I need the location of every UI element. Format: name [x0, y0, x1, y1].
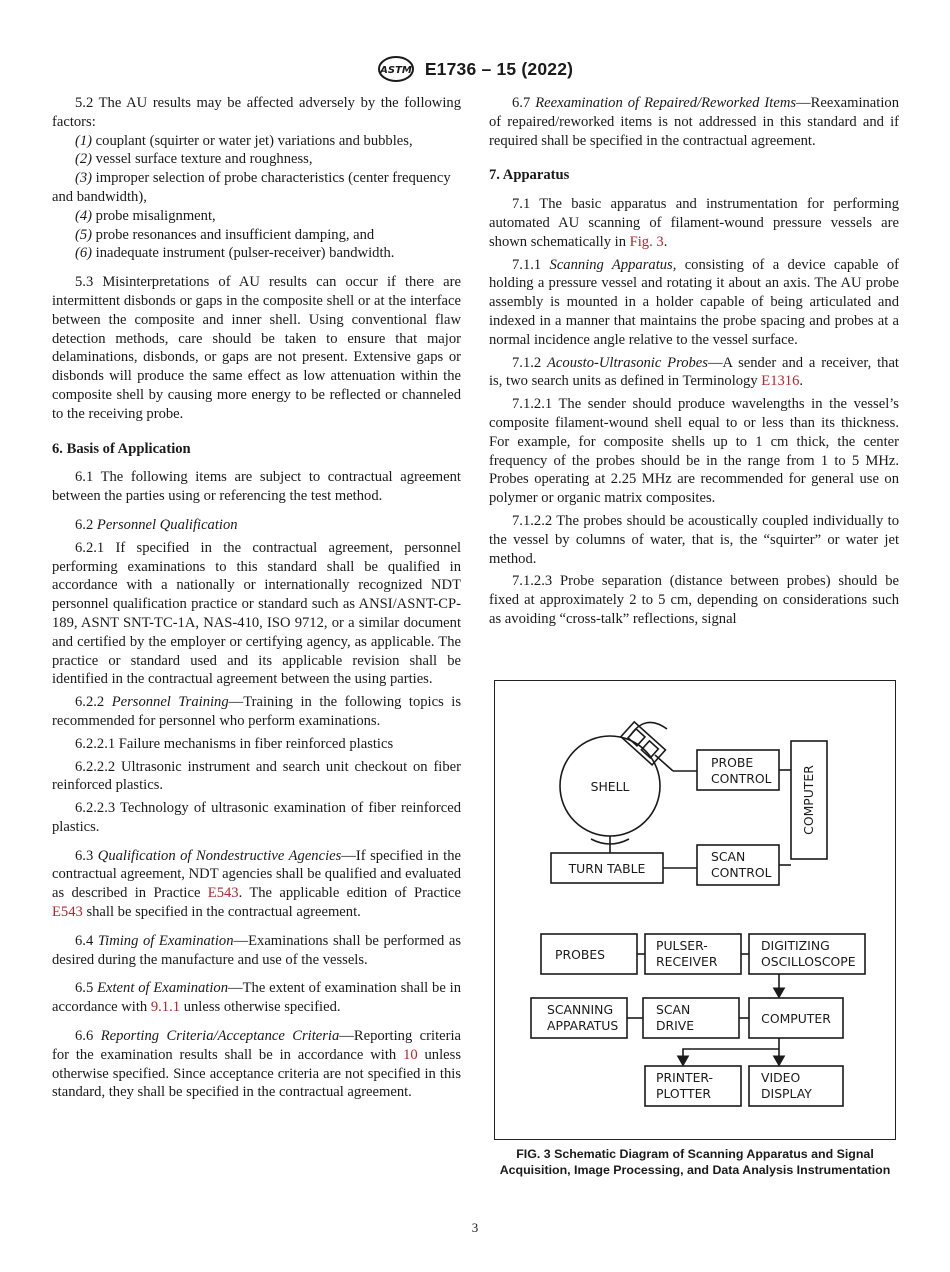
standard-designation: E1736 – 15 (2022) — [424, 58, 574, 79]
section-5-3: 5.3 Misinterpretations of AU results can occur if there are intermittent disbonds or gaps in the composite shell or at the interface between the composite and inner shell. Using conventional flaw detection methods, care should be taken to ensure that major delaminations, disbonds, or gaps are not present. Extensive gaps or disbonds will produce the same effect as low attenuation within the composite shell by causing more energy to be reflected or channeled to the receiving probe. — [52, 274, 461, 422]
section-6-2-2-2: 6.2.2.2 Ultrasonic instrument and search unit checkout on fiber reinforced plastics. — [52, 758, 461, 794]
ref-e1316-link[interactable]: E1316 — [761, 373, 800, 390]
section-6-6: 6.6 Reporting Criteria/Acceptance Criteria—Reporting criteria for the examination results shall be in accordance with 10 unless otherwise specified. Since acceptance criteria are not specified in this standard, they shall be specified in the contractual agreement. — [52, 1028, 461, 1101]
ref-e543-link[interactable]: E543 — [52, 904, 83, 921]
shell-label: SHELL — [590, 779, 630, 794]
left-column — [52, 94, 461, 1102]
computer-label: COMPUTER — [761, 1011, 831, 1026]
digitizing-oscilloscope-label-1: DIGITIZING — [761, 938, 830, 953]
ref-e543-link[interactable]: E543 — [207, 885, 239, 902]
page-header — [0, 56, 950, 84]
section-6-7: 6.7 Reexamination of Repaired/Reworked Items—Reexamination of repaired/reworked items is not addressed in this standard and if required shall be specified in the contractual agreement. — [489, 95, 899, 149]
turn-table-label: TURN TABLE — [568, 861, 646, 876]
factor-item-3: (3) improper selection of probe characteristics (center frequency and bandwidth), — [52, 170, 451, 205]
factor-item-5: (5) probe resonances and insufficient damping, and — [75, 226, 375, 243]
factor-item-4: (4) probe misalignment, — [75, 207, 216, 224]
ref-9-1-1-link[interactable]: 9.1.1 — [150, 999, 181, 1016]
section-7-heading: 7. Apparatus — [489, 167, 570, 184]
section-6-2-1: 6.2.1 If specified in the contractual agreement, personnel performing examinations to this standard shall be qualified in accordance with a nationally or internationally recognized NDT personnel qualification practice or standard such as ANSI/ASNT-CP-189, ASNT SNT-TC-1A, NAS-410, ISO 9712, or a similar document and certified by the employer or certifying agency, as applicable. The practice or standard used and its applicable revision shall be identified in the contractual agreement between the using parties. — [52, 539, 461, 688]
video-display-label-2: DISPLAY — [761, 1086, 812, 1101]
page-number: 3 — [471, 1220, 479, 1235]
section-6-2: 6.2 Personnel Qualification — [75, 516, 238, 533]
scan-drive-label-2: DRIVE — [656, 1018, 695, 1033]
printer-plotter-label-1: PRINTER- — [656, 1070, 713, 1085]
section-6-5: 6.5 Extent of Examination—The extent of examination shall be in accordance with 9.1.1 unless otherwise specified. — [52, 980, 462, 1016]
figure-3 — [494, 680, 896, 1140]
section-6-heading: 6. Basis of Application — [52, 440, 191, 457]
section-6-2-2: 6.2.2 Personnel Training—Training in the following topics is recommended for personnel who perform examinations. — [52, 694, 461, 729]
factor-item-2: (2) vessel surface texture and roughness, — [75, 151, 313, 168]
ref-fig3-link[interactable]: Fig. 3 — [629, 233, 664, 250]
section-6-4: 6.4 Timing of Examination—Examinations shall be performed as desired during the manufacture and use of the vessels. — [52, 932, 461, 968]
factor-item-1: (1) couplant (squirter or water jet) variations and bubbles, — [75, 132, 413, 149]
probe-control-label-1: PROBE — [711, 755, 754, 770]
section-5-2-intro: 5.2 The AU results may be affected adversely by the following factors: — [52, 95, 461, 130]
pulser-receiver-label-1: PULSER- — [656, 938, 708, 953]
scan-control-label-1: SCAN — [711, 849, 746, 864]
section-7-1-2-2: 7.1.2.2 The probes should be acoustically coupled individually to the vessel by columns of water, that is, the “squirter” or water jet method. — [489, 512, 899, 567]
section-6-2-2-3: 6.2.2.3 Technology of ultrasonic examination of fiber reinforced plastics. — [52, 800, 461, 835]
scan-control-label-2: CONTROL — [711, 865, 772, 880]
section-6-3: 6.3 Qualification of Nondestructive Agencies—If specified in the contractual agreement, NDT agencies shall be qualified and evaluated as described in Practice E543. The applicable edition of Practice E543 shall be specified in the contractual agreement. — [52, 847, 462, 921]
scanning-apparatus-label-2: APPARATUS — [547, 1018, 619, 1033]
computer-vertical-label: COMPUTER — [801, 765, 816, 835]
astm-logo-icon — [377, 56, 415, 82]
section-7-1-2-1: 7.1.2.1 The sender should produce wavelengths in the vessel’s composite filament-wound shell equal to or less than its thickness. For example, for composite shells up to 1 cm thick, the center frequency of the probes should be in the range from 1 to 5 MHz. Probes operating at 2.25 MHz are recommended for general use on polymer or organic matrix composites. — [489, 396, 899, 507]
factor-item-6: (6) inadequate instrument (pulser-receiver) bandwidth. — [75, 245, 395, 262]
ref-10-link[interactable]: 10 — [403, 1046, 418, 1063]
digitizing-oscilloscope-label-2: OSCILLOSCOPE — [761, 954, 856, 969]
scanning-apparatus-label-1: SCANNING — [547, 1002, 614, 1017]
section-7-1-2: 7.1.2 Acousto-Ultrasonic Probes—A sender and a receiver, that is, two search units as defined in Terminology E1316. — [489, 354, 899, 390]
section-7-1: 7.1 The basic apparatus and instrumentation for performing automated AU scanning of filament-wound pressure vessels are shown schematically in Fig. 3. — [489, 196, 899, 250]
printer-plotter-label-2: PLOTTER — [656, 1086, 712, 1101]
video-display-label-1: VIDEO — [761, 1070, 801, 1085]
section-6-1: 6.1 The following items are subject to contractual agreement between the parties using or referencing the test method. — [52, 469, 461, 505]
svg-text:ASTM: ASTM — [379, 65, 412, 76]
section-7-1-1: 7.1.1 Scanning Apparatus, consisting of a device capable of holding a pressure vessel and rotating it about an axis. The AU probe assembly is mounted in a holder capable of being articulated and indexed in a manner that maintains the probe spacing and probes at a normal incidence angle relative to the vessel surface. — [489, 256, 899, 348]
section-7-1-2-3: 7.1.2.3 Probe separation (distance between probes) should be fixed at approximately 2 to 5 cm, depending on considerations such as avoiding “cross-talk” reflections, signal — [489, 573, 899, 627]
pulser-receiver-label-2: RECEIVER — [656, 954, 718, 969]
figure-caption: FIG. 3 Schematic Diagram of Scanning Apparatus and Signal Acquisition, Image Processing, and Data Analysis Instrumentation — [499, 1147, 891, 1177]
scan-drive-label-1: SCAN — [656, 1002, 691, 1017]
probe-control-label-2: CONTROL — [711, 771, 772, 786]
section-6-2-2-1: 6.2.2.1 Failure mechanisms in fiber reinforced plastics — [75, 735, 394, 752]
schematic-diagram — [495, 681, 895, 1139]
right-column — [489, 94, 899, 629]
probes-label: PROBES — [555, 947, 606, 962]
